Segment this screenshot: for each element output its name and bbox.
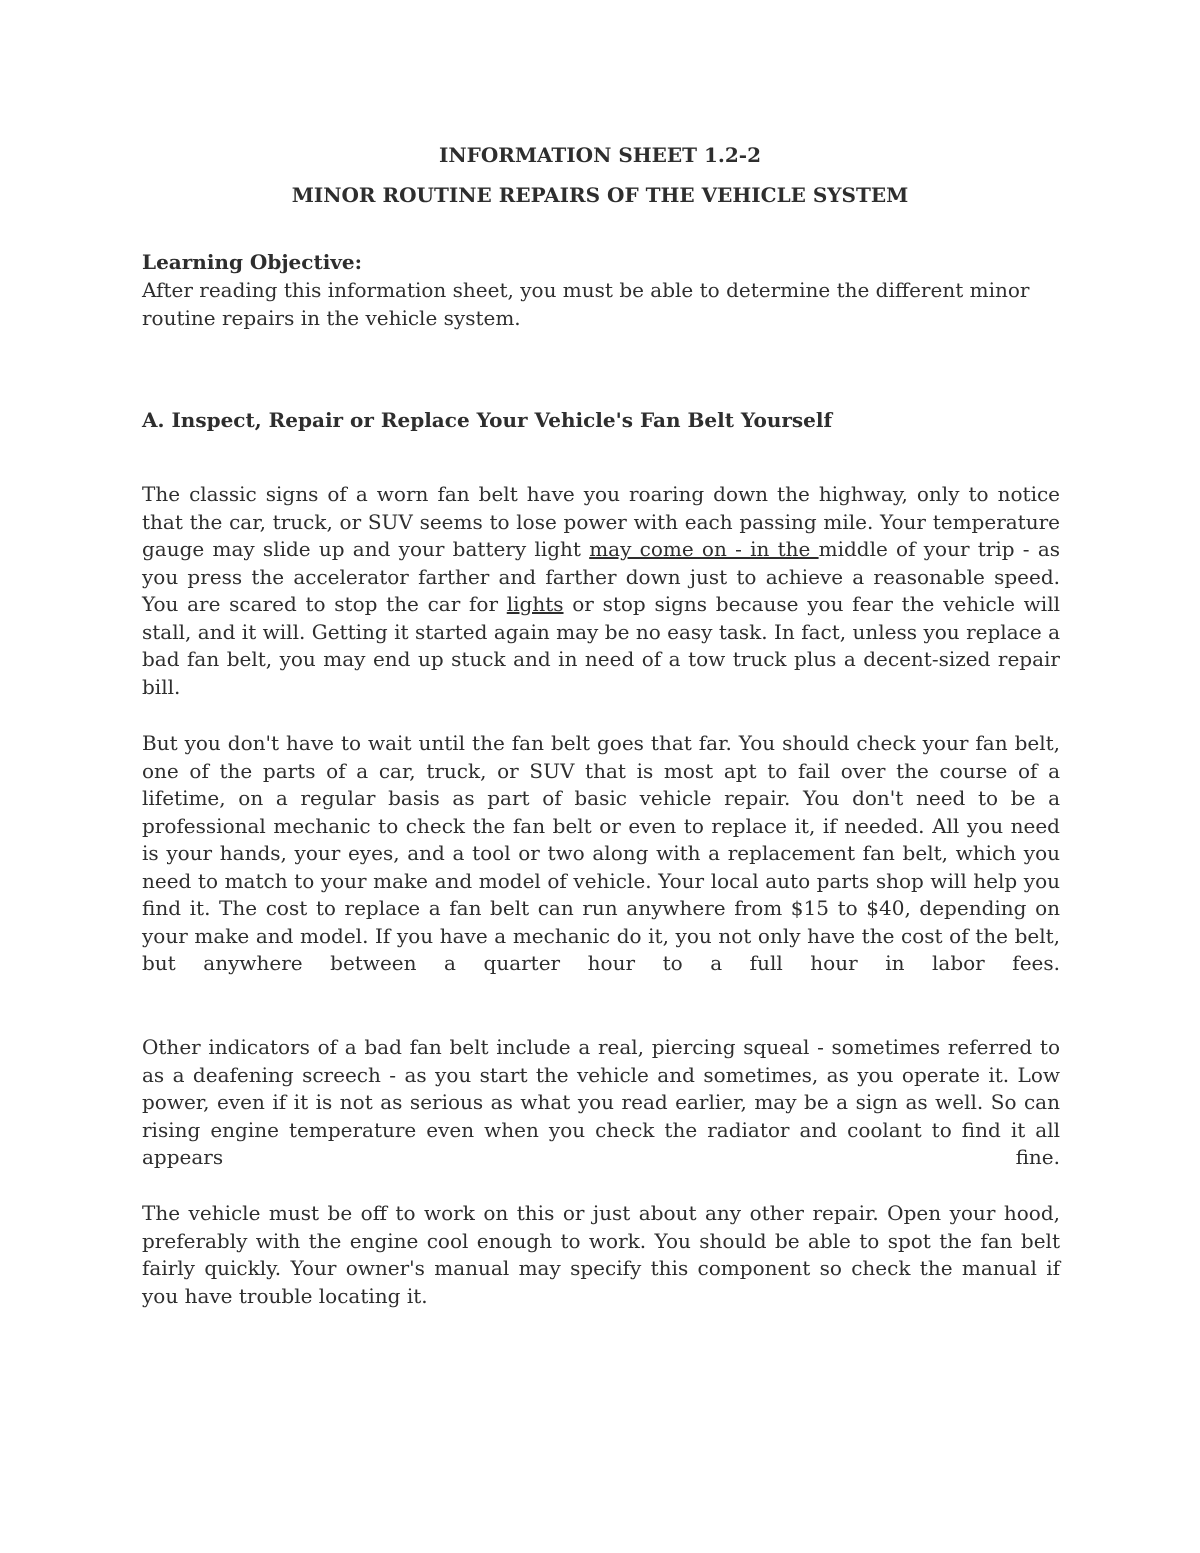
section-a-paragraph-4: The vehicle must be off to work on this or just about any other repair. Open your hood, preferably with the engine cool enough to work. You should be able to spot the fan belt fairly quickly. Your owner's manual may specify this component so check the manual if you have trouble locating it. [142, 1201, 1060, 1308]
section-a-paragraph-1 [142, 481, 1060, 701]
paragraph-1-text-2: middle of your trip - as you press the accelerator farther and farther down just to achieve a reasonable speed. You are scared to stop the car for [142, 537, 1061, 616]
section-a-paragraph-2: But you don't have to wait until the fan belt goes that far. You should check your fan belt, one of the parts of a car, truck, or SUV that is most apt to fail over the course of a lifetime, on a regular basis as part of basic vehicle repair. You don't need to be a professional mechanic to check the fan belt or even to replace it, if needed. All you need is your hands, your eyes, and a tool or two along with a replacement fan belt, which you need to match to your make and model of vehicle. Your local auto parts shop will help you find it. The cost to replace a fan belt can run anywhere from $15 to $40, depending on your make and model. If you have a mechanic do it, you not only have the cost of the belt, but anywhere between a quarter hour to a full hour in labor fees. [142, 731, 1060, 975]
paragraph-1-text-3: or stop signs because you fear the vehicle will stall, and it will. Getting it started again may be no easy task. In fact, unless you replace a bad fan belt, you may end up stuck and in need of a tow truck plus a decent-sized repair bill. [142, 592, 1060, 699]
section-a-paragraph-3: Other indicators of a bad fan belt include a real, piercing squeal - sometimes referred to as a deafening screech - as you start the vehicle and sometimes, as you operate it. Low power, even if it is not as serious as what you read earlier, may be a sign as well. So can rising engine temperature even when you check the radiator and coolant to find it all appears fine. [142, 1035, 1060, 1169]
paragraph-1-text-1: The classic signs of a worn fan belt have you roaring down the highway, only to notice that the car, truck, or SUV seems to lose power with each passing mile. Your temperature gauge may slide up and your battery light [142, 482, 1060, 561]
paragraph-1-underlined-lights: lights [506, 592, 564, 616]
document-title: INFORMATION SHEET 1.2-2 [438, 143, 762, 167]
section-a-heading: A. Inspect, Repair or Replace Your Vehicle's Fan Belt Yourself [142, 408, 833, 432]
paragraph-1-underlined-1: may come on - in the [589, 537, 819, 561]
learning-objective-text: After reading this information sheet, you must be able to determine the different minor routine repairs in the vehicle system. [142, 278, 1030, 330]
learning-objective-heading: Learning Objective: [142, 250, 363, 274]
document-subtitle: MINOR ROUTINE REPAIRS OF THE VEHICLE SYSTEM [291, 183, 909, 207]
